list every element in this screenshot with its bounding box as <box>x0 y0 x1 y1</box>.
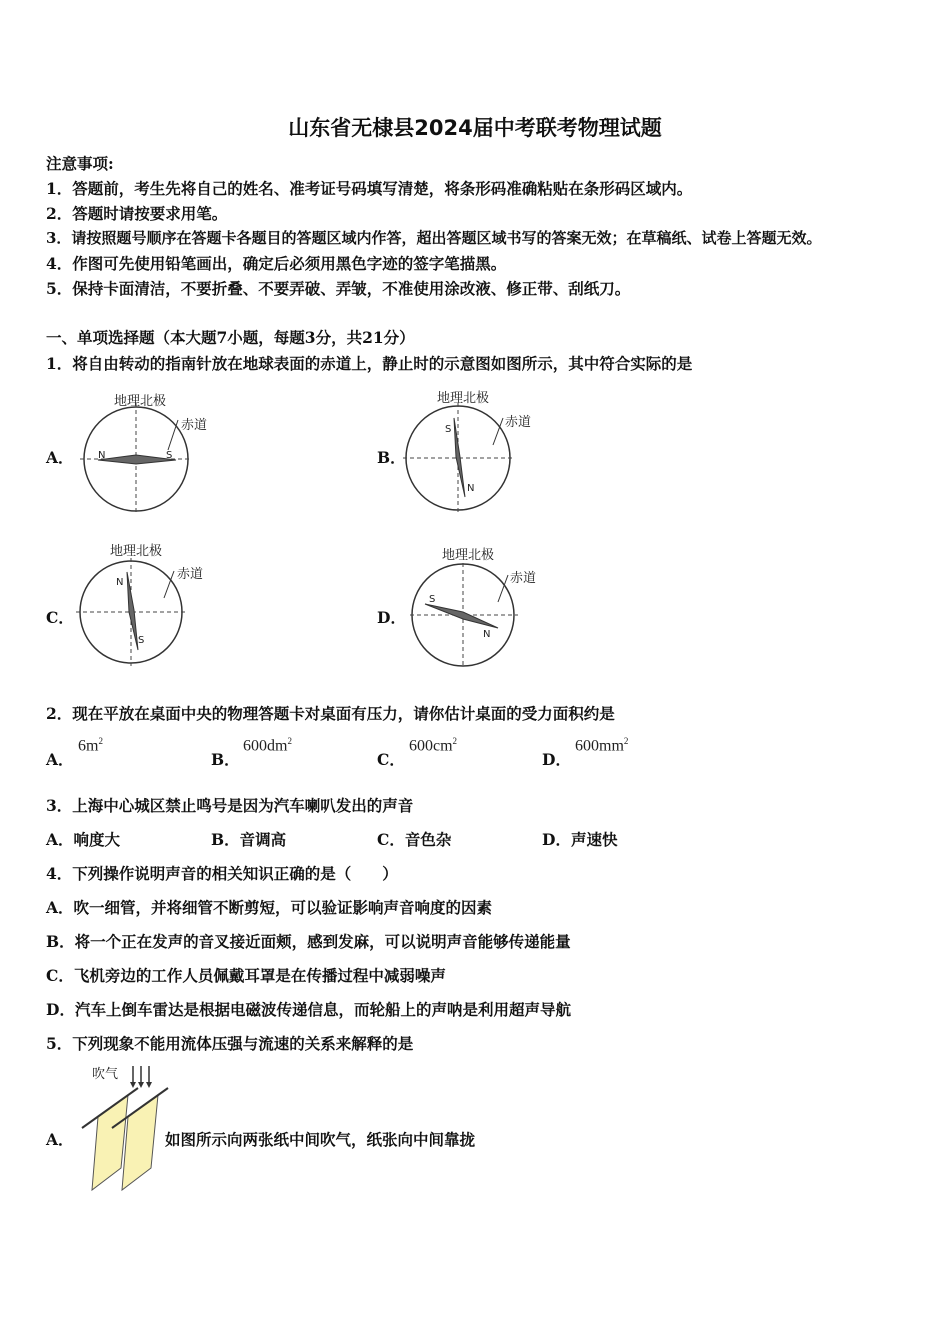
q2-option-b-value: $600dm^2$ <box>243 736 292 755</box>
q2-option-d-value: $600mm^2$ <box>575 736 629 755</box>
needle-s-label: S <box>138 635 145 646</box>
page-title: 山东省无棣县2024届中考联考物理试题 <box>288 116 662 140</box>
north-pole-label: 地理北极 <box>437 391 490 406</box>
q1-figure-b <box>403 385 553 515</box>
needle-n-label: N <box>483 629 491 640</box>
notice-item: 3．请按照题号顺序在答题卡各题目的答题区域内作答，超出答题区域书写的答案无效；在草稿纸、试卷上答题无效。 <box>46 229 822 247</box>
equator-label: 赤道 <box>181 418 208 433</box>
q1-option-a-label: A． <box>46 448 74 467</box>
q1-figure-a <box>78 388 228 516</box>
question-5-stem: 5．下列现象不能用流体压强与流速的关系来解释的是 <box>46 1034 414 1053</box>
section-heading: 一、单项选择题（本大题7小题，每题3分，共21分） <box>46 328 415 347</box>
q5-figure-paper-blowing <box>78 1062 173 1192</box>
q5-option-a-text: 如图所示向两张纸中间吹气，纸张向中间靠拢 <box>165 1130 476 1149</box>
q2-option-a-label: A． <box>46 750 74 769</box>
q4-option-d: D．汽车上倒车雷达是根据电磁波传递信息，而轮船上的声呐是利用超声导航 <box>46 1000 571 1019</box>
notice-heading: 注意事项: <box>46 154 114 173</box>
equator-label: 赤道 <box>177 567 204 582</box>
q1-option-d-label: D． <box>377 608 406 627</box>
q2-option-b-label: B． <box>211 750 240 769</box>
q3-option-b: B．音调高 <box>211 830 287 849</box>
needle-s-label: S <box>429 594 436 605</box>
north-pole-label: 地理北极 <box>114 394 167 409</box>
q2-option-c-label: C． <box>377 750 405 769</box>
notice-item: 5．保持卡面清洁，不要折叠、不要弄破、弄皱，不准使用涂改液、修正带、刮纸刀。 <box>46 279 631 298</box>
notice-item: 4．作图可先使用铅笔画出，确定后必须用黑色字迹的签字笔描黑。 <box>46 254 507 273</box>
needle-s-label: S <box>166 450 173 461</box>
q4-option-b: B．将一个正在发声的音叉接近面颊，感到发麻，可以说明声音能够传递能量 <box>46 932 571 951</box>
equator-label: 赤道 <box>505 415 532 430</box>
q1-figure-c <box>76 538 226 668</box>
question-2-stem: 2．现在平放在桌面中央的物理答题卡对桌面有压力，请你估计桌面的受力面积约是 <box>46 704 615 723</box>
q5-option-a-label: A． <box>46 1130 74 1149</box>
needle-n-label: N <box>116 577 124 588</box>
needle-n-label: N <box>467 483 475 494</box>
q4-option-c: C．飞机旁边的工作人员佩戴耳罩是在传播过程中减弱噪声 <box>46 966 446 985</box>
q3-option-d: D．声速快 <box>542 830 618 849</box>
q1-option-b-label: B． <box>377 448 406 467</box>
question-1-stem: 1．将自由转动的指南针放在地球表面的赤道上，静止时的示意图如图所示，其中符合实际的是 <box>46 354 693 373</box>
question-4-stem: 4．下列操作说明声音的相关知识正确的是（ ） <box>46 864 398 883</box>
north-pole-label: 地理北极 <box>442 548 495 563</box>
notice-item: 2．答题时请按要求用笔。 <box>46 204 228 223</box>
q2-option-d-label: D． <box>542 750 571 769</box>
needle-n-label: N <box>98 450 106 461</box>
q4-option-a: A．吹一细管，并将细管不断剪短，可以验证影响声音响度的因素 <box>46 898 493 917</box>
q3-option-c: C．音色杂 <box>377 830 452 849</box>
q3-option-a: A．响度大 <box>46 830 121 849</box>
q2-option-c-value: $600cm^2$ <box>409 736 458 755</box>
notice-item: 1．答题前，考生先将自己的姓名、准考证号码填写清楚，将条形码准确粘贴在条形码区域内。 <box>46 179 693 198</box>
q1-option-c-label: C． <box>46 608 74 627</box>
needle-s-label: S <box>445 424 452 435</box>
equator-label: 赤道 <box>510 571 537 586</box>
q1-figure-d <box>408 542 558 670</box>
question-3-stem: 3．上海中心城区禁止鸣号是因为汽车喇叭发出的声音 <box>46 796 414 815</box>
blow-label: 吹气 <box>92 1067 119 1082</box>
north-pole-label: 地理北极 <box>110 544 163 559</box>
q2-option-a-value: $6m^2$ <box>78 736 103 755</box>
